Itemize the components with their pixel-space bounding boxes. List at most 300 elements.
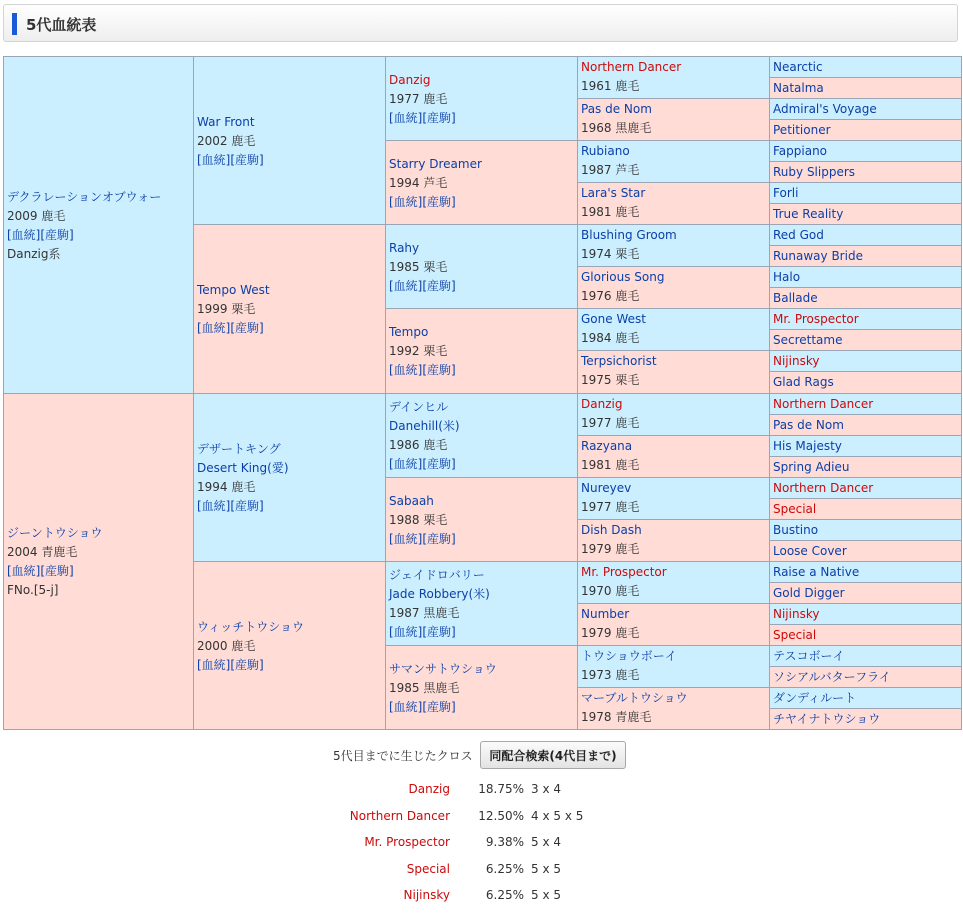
horse-alt-name-link[interactable]: Desert King(愛) bbox=[197, 461, 289, 475]
horse-name-link[interactable]: Danzig bbox=[389, 73, 431, 87]
horse-links bbox=[389, 109, 456, 128]
horse-name bbox=[389, 660, 497, 679]
horse-name-link[interactable]: Starry Dreamer bbox=[389, 157, 482, 171]
horse-name bbox=[773, 479, 873, 498]
horse-name-link[interactable]: ソシアルバターフライ bbox=[773, 670, 891, 684]
horse-name-link[interactable]: Northern Dancer bbox=[773, 397, 874, 411]
horse-year-color: 2004 青鹿毛 bbox=[7, 545, 78, 559]
cell-content bbox=[197, 113, 264, 170]
cell-content bbox=[773, 689, 856, 708]
horse-name bbox=[773, 437, 842, 456]
horse-name bbox=[581, 479, 639, 498]
offspring-link[interactable]: [産駒] bbox=[422, 279, 456, 293]
horse-name bbox=[773, 647, 845, 666]
horse-name bbox=[389, 492, 456, 511]
pedigree-cell-gen4 bbox=[577, 98, 770, 141]
pedigree-cell-gen5 bbox=[769, 582, 962, 604]
pedigree-cell-gen5 bbox=[769, 182, 962, 204]
offspring-link[interactable]: [産駒] bbox=[40, 564, 74, 578]
cross-horse-link[interactable]: Danzig bbox=[408, 782, 450, 796]
pedigree-cell-gen5 bbox=[769, 561, 962, 583]
horse-links bbox=[389, 623, 490, 642]
pedigree-cell-gen5 bbox=[769, 371, 962, 394]
cross-generations: 5 x 5 bbox=[531, 888, 561, 902]
horse-name-link[interactable]: Mr. Prospector bbox=[773, 312, 859, 326]
cell-content bbox=[773, 521, 818, 540]
horse-name bbox=[773, 689, 856, 708]
cell-content bbox=[773, 416, 844, 435]
horse-name-link[interactable]: トウショウボーイ bbox=[581, 649, 677, 663]
pedigree-cell-gen5 bbox=[769, 624, 962, 646]
horse-alt-name bbox=[389, 585, 490, 604]
offspring-link[interactable]: [産駒] bbox=[422, 700, 456, 714]
horse-name-link[interactable]: Spring Adieu bbox=[773, 460, 850, 474]
horse-name-link[interactable]: Ballade bbox=[773, 291, 818, 305]
horse-name-link[interactable]: Rahy bbox=[389, 241, 420, 255]
horse-name-link[interactable]: Number bbox=[581, 607, 630, 621]
cell-content bbox=[773, 58, 823, 77]
pedigree-cell-gen5 bbox=[769, 435, 962, 457]
pedigree-link[interactable]: [血統] bbox=[389, 195, 423, 209]
pedigree-cell-gen5 bbox=[769, 603, 962, 625]
horse-name-link[interactable]: デインヒル bbox=[389, 400, 449, 414]
horse-links bbox=[197, 151, 264, 170]
horse-year-color: 1979 鹿毛 bbox=[581, 626, 640, 640]
horse-year-color: 1999 栗毛 bbox=[197, 302, 256, 316]
cell-content bbox=[773, 331, 843, 350]
pedigree-link[interactable]: [血統] bbox=[197, 499, 231, 513]
horse-name bbox=[773, 184, 798, 203]
pedigree-cell-gen5 bbox=[769, 498, 962, 520]
horse-name-link[interactable]: Forli bbox=[773, 186, 799, 200]
horse-name-link[interactable]: Blushing Groom bbox=[581, 228, 677, 242]
horse-alt-name-link[interactable]: Danehill(米) bbox=[389, 419, 460, 433]
cell-content bbox=[773, 289, 818, 308]
horse-year-color: 1975 栗毛 bbox=[581, 373, 640, 387]
pedigree-link[interactable]: [血統] bbox=[197, 153, 231, 167]
pedigree-link[interactable]: [血統] bbox=[389, 363, 423, 377]
horse-name-link[interactable]: Red God bbox=[773, 228, 824, 242]
pedigree-cell-gen4 bbox=[577, 308, 770, 351]
horse-links bbox=[389, 361, 456, 380]
cell-content bbox=[7, 524, 103, 600]
pedigree-cell-gen5 bbox=[769, 708, 962, 730]
cell-content bbox=[773, 226, 824, 245]
cell-content bbox=[773, 437, 842, 456]
horse-year-color: 1979 鹿毛 bbox=[581, 542, 640, 556]
offspring-link[interactable]: [産駒] bbox=[422, 111, 456, 125]
horse-name bbox=[773, 542, 847, 561]
horse-year-color: 1981 鹿毛 bbox=[581, 205, 640, 219]
horse-name bbox=[7, 524, 103, 543]
cell-content bbox=[773, 184, 798, 203]
cell-content bbox=[389, 492, 456, 549]
pedigree-cell-gen5 bbox=[769, 329, 962, 351]
horse-name-link[interactable]: Bustino bbox=[773, 523, 819, 537]
horse-name bbox=[773, 310, 859, 329]
horse-name-link[interactable]: Natalma bbox=[773, 81, 824, 95]
cross-row bbox=[0, 862, 963, 884]
horse-name bbox=[389, 155, 482, 174]
cell-content bbox=[581, 142, 639, 180]
pedigree-cell-gen5 bbox=[769, 203, 962, 225]
cell-content bbox=[773, 626, 816, 645]
horse-alt-name bbox=[389, 417, 460, 436]
cell-content bbox=[773, 268, 800, 287]
cell-content bbox=[581, 58, 681, 96]
horse-name-link[interactable]: Runaway Bride bbox=[773, 249, 863, 263]
pedigree-cell-gen5 bbox=[769, 540, 962, 562]
cell-content bbox=[581, 521, 642, 559]
pedigree-cell-gen4 bbox=[577, 477, 770, 520]
pedigree-cell-gen3 bbox=[385, 308, 578, 394]
horse-name bbox=[773, 668, 891, 687]
cell-content bbox=[581, 268, 664, 306]
cell-content bbox=[773, 542, 847, 561]
horse-name-link[interactable]: デザートキング bbox=[197, 442, 281, 456]
horse-name bbox=[581, 521, 642, 540]
horse-name bbox=[773, 563, 859, 582]
pedigree-cell-gen5 bbox=[769, 687, 962, 709]
cross-horse-link[interactable]: Nijinsky bbox=[403, 888, 450, 902]
horse-name-link[interactable]: Secrettame bbox=[773, 333, 843, 347]
horse-name-link[interactable]: Northern Dancer bbox=[773, 481, 874, 495]
pedigree-link[interactable]: [血統] bbox=[389, 532, 423, 546]
horse-name bbox=[197, 440, 289, 459]
horse-name-link[interactable]: Nureyev bbox=[581, 481, 632, 495]
pedigree-cell-gen3 bbox=[385, 224, 578, 309]
horse-year-color: 1968 黒鹿毛 bbox=[581, 121, 652, 135]
horse-name-link[interactable]: Northern Dancer bbox=[581, 60, 682, 74]
cross-row bbox=[0, 888, 963, 910]
pedigree-cell-gen5 bbox=[769, 477, 962, 499]
cell-content bbox=[773, 710, 880, 729]
horse-alt-name-link[interactable]: Jade Robbery(米) bbox=[389, 587, 490, 601]
horse-name bbox=[773, 710, 880, 729]
horse-name-link[interactable]: Lara's Star bbox=[581, 186, 646, 200]
horse-name bbox=[581, 563, 667, 582]
horse-name-link[interactable]: Rubiano bbox=[581, 144, 630, 158]
horse-year-color: 2002 鹿毛 bbox=[197, 134, 256, 148]
horse-year-color: 1977 鹿毛 bbox=[581, 500, 640, 514]
horse-links bbox=[197, 656, 304, 675]
cell-content bbox=[581, 437, 639, 475]
pedigree-cell-gen5 bbox=[769, 456, 962, 478]
cross-generations: 5 x 4 bbox=[531, 835, 561, 849]
cross-label: 5代目までに生じたクロス bbox=[333, 749, 473, 763]
horse-year-color: 1977 鹿毛 bbox=[389, 92, 448, 106]
horse-links bbox=[7, 226, 161, 245]
horse-links bbox=[389, 698, 497, 717]
horse-name bbox=[773, 226, 824, 245]
cell-content bbox=[389, 566, 490, 642]
cross-row bbox=[0, 782, 963, 804]
horse-links bbox=[389, 455, 460, 474]
cross-header bbox=[0, 741, 963, 771]
horse-name-link[interactable]: ダンディルート bbox=[773, 691, 857, 705]
horse-name bbox=[581, 352, 657, 371]
horse-name-link[interactable]: Special bbox=[773, 502, 817, 516]
horse-name-link[interactable]: Gold Digger bbox=[773, 586, 845, 600]
pedigree-cell-gen5 bbox=[769, 414, 962, 436]
horse-name bbox=[389, 566, 490, 585]
horse-name-link[interactable]: Admiral's Voyage bbox=[773, 102, 877, 116]
horse-name-link[interactable]: Pas de Nom bbox=[773, 418, 844, 432]
offspring-link[interactable]: [産駒] bbox=[40, 228, 74, 242]
pedigree-cell-gen5 bbox=[769, 350, 962, 372]
horse-name bbox=[773, 626, 816, 645]
horse-name bbox=[773, 247, 863, 266]
horse-name-link[interactable]: Sabaah bbox=[389, 494, 434, 508]
pedigree-cell-gen5 bbox=[769, 161, 962, 183]
horse-links bbox=[197, 319, 270, 338]
horse-name-link[interactable]: Halo bbox=[773, 270, 801, 284]
horse-name-link[interactable]: Danzig bbox=[581, 397, 623, 411]
horse-extra: Danzig系 bbox=[7, 247, 61, 261]
horse-alt-name bbox=[197, 459, 289, 478]
pedigree-cell-gen4 bbox=[577, 56, 770, 99]
horse-name-link[interactable]: Petitioner bbox=[773, 123, 831, 137]
horse-year-color: 1977 鹿毛 bbox=[581, 416, 640, 430]
horse-name-link[interactable]: Terpsichorist bbox=[581, 354, 657, 368]
cell-content bbox=[389, 71, 456, 128]
cell-content bbox=[581, 395, 639, 433]
page-title: 5代血統表 bbox=[26, 16, 97, 34]
horse-name-link[interactable]: Raise a Native bbox=[773, 565, 860, 579]
cell-content bbox=[581, 479, 639, 517]
horse-name-link[interactable]: Glad Rags bbox=[773, 375, 834, 389]
pedigree-cell-gen2 bbox=[193, 393, 386, 562]
cell-content bbox=[773, 605, 819, 624]
cell-content bbox=[773, 458, 849, 477]
pedigree-cell-gen5 bbox=[769, 56, 962, 78]
horse-name bbox=[581, 647, 677, 666]
horse-name-link[interactable]: Gone West bbox=[581, 312, 646, 326]
horse-name-link[interactable]: サマンサトウショウ bbox=[389, 662, 497, 676]
offspring-link[interactable]: [産駒] bbox=[422, 363, 456, 377]
cell-content bbox=[773, 647, 845, 666]
pedigree-cell-gen4 bbox=[577, 645, 770, 688]
horse-name-link[interactable]: マーブルトウショウ bbox=[581, 691, 688, 705]
pedigree-cell-gen3 bbox=[385, 477, 578, 562]
cell-content bbox=[581, 100, 652, 138]
horse-name bbox=[581, 605, 639, 624]
cross-horse-link[interactable]: Special bbox=[406, 862, 450, 876]
pedigree-cell-gen2 bbox=[193, 561, 386, 730]
horse-name-link[interactable]: Ruby Slippers bbox=[773, 165, 856, 179]
horse-name bbox=[581, 268, 664, 287]
pedigree-cell-gen2 bbox=[193, 56, 386, 225]
pedigree-cell-gen3 bbox=[385, 393, 578, 478]
pedigree-cell-gen4 bbox=[577, 561, 770, 604]
same-mating-search-button[interactable]: 同配合検索(4代目まで) bbox=[480, 741, 626, 769]
horse-links bbox=[197, 497, 289, 516]
cross-percent: 6.25% bbox=[485, 862, 524, 876]
horse-name bbox=[773, 205, 843, 224]
horse-name bbox=[581, 689, 688, 708]
horse-name bbox=[389, 239, 456, 258]
pedigree-cell-gen5 bbox=[769, 119, 962, 141]
cell-content bbox=[7, 188, 161, 264]
header-accent-bar bbox=[12, 13, 17, 35]
horse-name bbox=[581, 184, 645, 203]
horse-name-link[interactable]: ジーントウショウ bbox=[7, 526, 103, 540]
cross-horse-link[interactable]: Northern Dancer bbox=[349, 809, 450, 823]
pedigree-cell-gen5 bbox=[769, 245, 962, 267]
horse-name-link[interactable]: Nijinsky bbox=[773, 607, 820, 621]
offspring-link[interactable]: [産駒] bbox=[230, 321, 264, 335]
cell-content bbox=[389, 398, 460, 474]
horse-name-link[interactable]: Glorious Song bbox=[581, 270, 665, 284]
cell-content bbox=[773, 205, 843, 224]
horse-name bbox=[581, 142, 639, 161]
offspring-link[interactable]: [産駒] bbox=[422, 195, 456, 209]
horse-name bbox=[773, 100, 877, 119]
cell-content bbox=[197, 440, 289, 516]
horse-name-link[interactable]: Tempo bbox=[389, 325, 429, 339]
pedigree-cell-gen5 bbox=[769, 666, 962, 688]
pedigree-cell-gen4 bbox=[577, 266, 770, 309]
cell-content bbox=[197, 618, 304, 675]
pedigree-link[interactable]: [血統] bbox=[7, 228, 41, 242]
cell-content bbox=[773, 395, 873, 414]
cell-content bbox=[581, 352, 657, 390]
cell-content bbox=[389, 323, 456, 380]
pedigree-cell-gen3 bbox=[385, 56, 578, 141]
horse-name bbox=[581, 310, 646, 329]
offspring-link[interactable]: [産駒] bbox=[230, 153, 264, 167]
pedigree-cell-gen4 bbox=[577, 182, 770, 225]
cross-row bbox=[0, 809, 963, 831]
horse-name-link[interactable]: True Reality bbox=[773, 207, 844, 221]
offspring-link[interactable]: [産駒] bbox=[230, 658, 264, 672]
cell-content bbox=[581, 605, 639, 643]
offspring-link[interactable]: [産駒] bbox=[422, 625, 456, 639]
horse-name-link[interactable]: Razyana bbox=[581, 439, 633, 453]
horse-name bbox=[773, 584, 845, 603]
cell-content bbox=[581, 310, 646, 348]
horse-year-color: 1974 栗毛 bbox=[581, 247, 640, 261]
horse-name-link[interactable]: War Front bbox=[197, 115, 255, 129]
cell-content bbox=[389, 660, 497, 717]
pedigree-cell-gen4 bbox=[577, 140, 770, 183]
horse-year-color: 1988 栗毛 bbox=[389, 513, 448, 527]
cell-content bbox=[581, 647, 677, 685]
horse-name-link[interactable]: Dish Dash bbox=[581, 523, 642, 537]
pedigree-link[interactable]: [血統] bbox=[197, 658, 231, 672]
horse-name-link[interactable]: Mr. Prospector bbox=[581, 565, 667, 579]
offspring-link[interactable]: [産駒] bbox=[230, 499, 264, 513]
horse-name bbox=[773, 142, 827, 161]
pedigree-cell-gen5 bbox=[769, 77, 962, 99]
pedigree-cell-gen4 bbox=[577, 519, 770, 562]
pedigree-cell-gen5 bbox=[769, 140, 962, 162]
cell-content bbox=[581, 226, 677, 264]
horse-name bbox=[773, 331, 843, 350]
cross-percent: 6.25% bbox=[485, 888, 524, 902]
pedigree-link[interactable]: [血統] bbox=[197, 321, 231, 335]
cell-content bbox=[773, 100, 877, 119]
cross-row bbox=[0, 835, 963, 857]
horse-name-link[interactable]: Fappiano bbox=[773, 144, 828, 158]
horse-name-link[interactable]: Nijinsky bbox=[773, 354, 820, 368]
cell-content bbox=[773, 479, 873, 498]
pedigree-link[interactable]: [血統] bbox=[7, 564, 41, 578]
horse-name bbox=[773, 268, 800, 287]
horse-name-link[interactable]: Pas de Nom bbox=[581, 102, 652, 116]
horse-name bbox=[389, 323, 456, 342]
horse-name-link[interactable]: ジェイドロバリー bbox=[389, 568, 485, 582]
pedigree-link[interactable]: [血統] bbox=[389, 625, 423, 639]
horse-year-color: 1981 鹿毛 bbox=[581, 458, 640, 472]
horse-name-link[interactable]: テスコボーイ bbox=[773, 649, 845, 663]
horse-year-color: 2009 鹿毛 bbox=[7, 209, 66, 223]
horse-name bbox=[773, 416, 844, 435]
horse-year-color: 1994 芦毛 bbox=[389, 176, 448, 190]
horse-name-link[interactable]: デクラレーションオブウォー bbox=[7, 190, 162, 204]
pedigree-link[interactable]: [血統] bbox=[389, 457, 423, 471]
page-header bbox=[3, 4, 958, 42]
cell-content bbox=[773, 500, 816, 519]
horse-name bbox=[773, 605, 819, 624]
horse-name bbox=[7, 188, 161, 207]
horse-name-link[interactable]: Tempo West bbox=[197, 283, 270, 297]
cross-generations: 4 x 5 x 5 bbox=[531, 809, 584, 823]
horse-name bbox=[197, 281, 270, 300]
cell-content bbox=[581, 689, 688, 727]
horse-year-color: 1986 鹿毛 bbox=[389, 438, 448, 452]
cell-content bbox=[773, 247, 863, 266]
offspring-link[interactable]: [産駒] bbox=[422, 457, 456, 471]
cross-generations: 5 x 5 bbox=[531, 862, 561, 876]
horse-links bbox=[389, 193, 482, 212]
horse-name bbox=[581, 58, 681, 77]
pedigree-cell-gen2 bbox=[193, 224, 386, 394]
pedigree-link[interactable]: [血統] bbox=[389, 279, 423, 293]
horse-year-color: 2000 鹿毛 bbox=[197, 639, 256, 653]
horse-links bbox=[389, 530, 456, 549]
horse-name-link[interactable]: Nearctic bbox=[773, 60, 823, 74]
horse-name-link[interactable]: Loose Cover bbox=[773, 544, 847, 558]
offspring-link[interactable]: [産駒] bbox=[422, 532, 456, 546]
horse-name-link[interactable]: チヤイナトウショウ bbox=[773, 712, 881, 726]
horse-name-link[interactable]: ウィッチトウショウ bbox=[197, 620, 305, 634]
cell-content bbox=[773, 142, 827, 161]
pedigree-cell-gen5 bbox=[769, 308, 962, 330]
pedigree-link[interactable]: [血統] bbox=[389, 111, 423, 125]
cell-content bbox=[773, 668, 891, 687]
pedigree-cell-gen5 bbox=[769, 266, 962, 288]
pedigree-link[interactable]: [血統] bbox=[389, 700, 423, 714]
horse-name-link[interactable]: Special bbox=[773, 628, 817, 642]
pedigree-cell-gen3 bbox=[385, 645, 578, 730]
horse-name bbox=[773, 58, 823, 77]
horse-year-color: 1984 鹿毛 bbox=[581, 331, 640, 345]
horse-name bbox=[773, 289, 818, 308]
horse-year-color: 1987 黒鹿毛 bbox=[389, 606, 460, 620]
horse-name bbox=[773, 373, 834, 392]
cell-content bbox=[773, 310, 859, 329]
horse-name-link[interactable]: His Majesty bbox=[773, 439, 842, 453]
pedigree-cell-gen4 bbox=[577, 435, 770, 478]
horse-name bbox=[581, 437, 639, 456]
cell-content bbox=[389, 155, 482, 212]
pedigree-cell-gen5 bbox=[769, 645, 962, 667]
horse-links bbox=[389, 277, 456, 296]
cross-horse-link[interactable]: Mr. Prospector bbox=[364, 835, 450, 849]
pedigree-cell-gen5 bbox=[769, 393, 962, 415]
horse-year-color: 1978 青鹿毛 bbox=[581, 710, 652, 724]
